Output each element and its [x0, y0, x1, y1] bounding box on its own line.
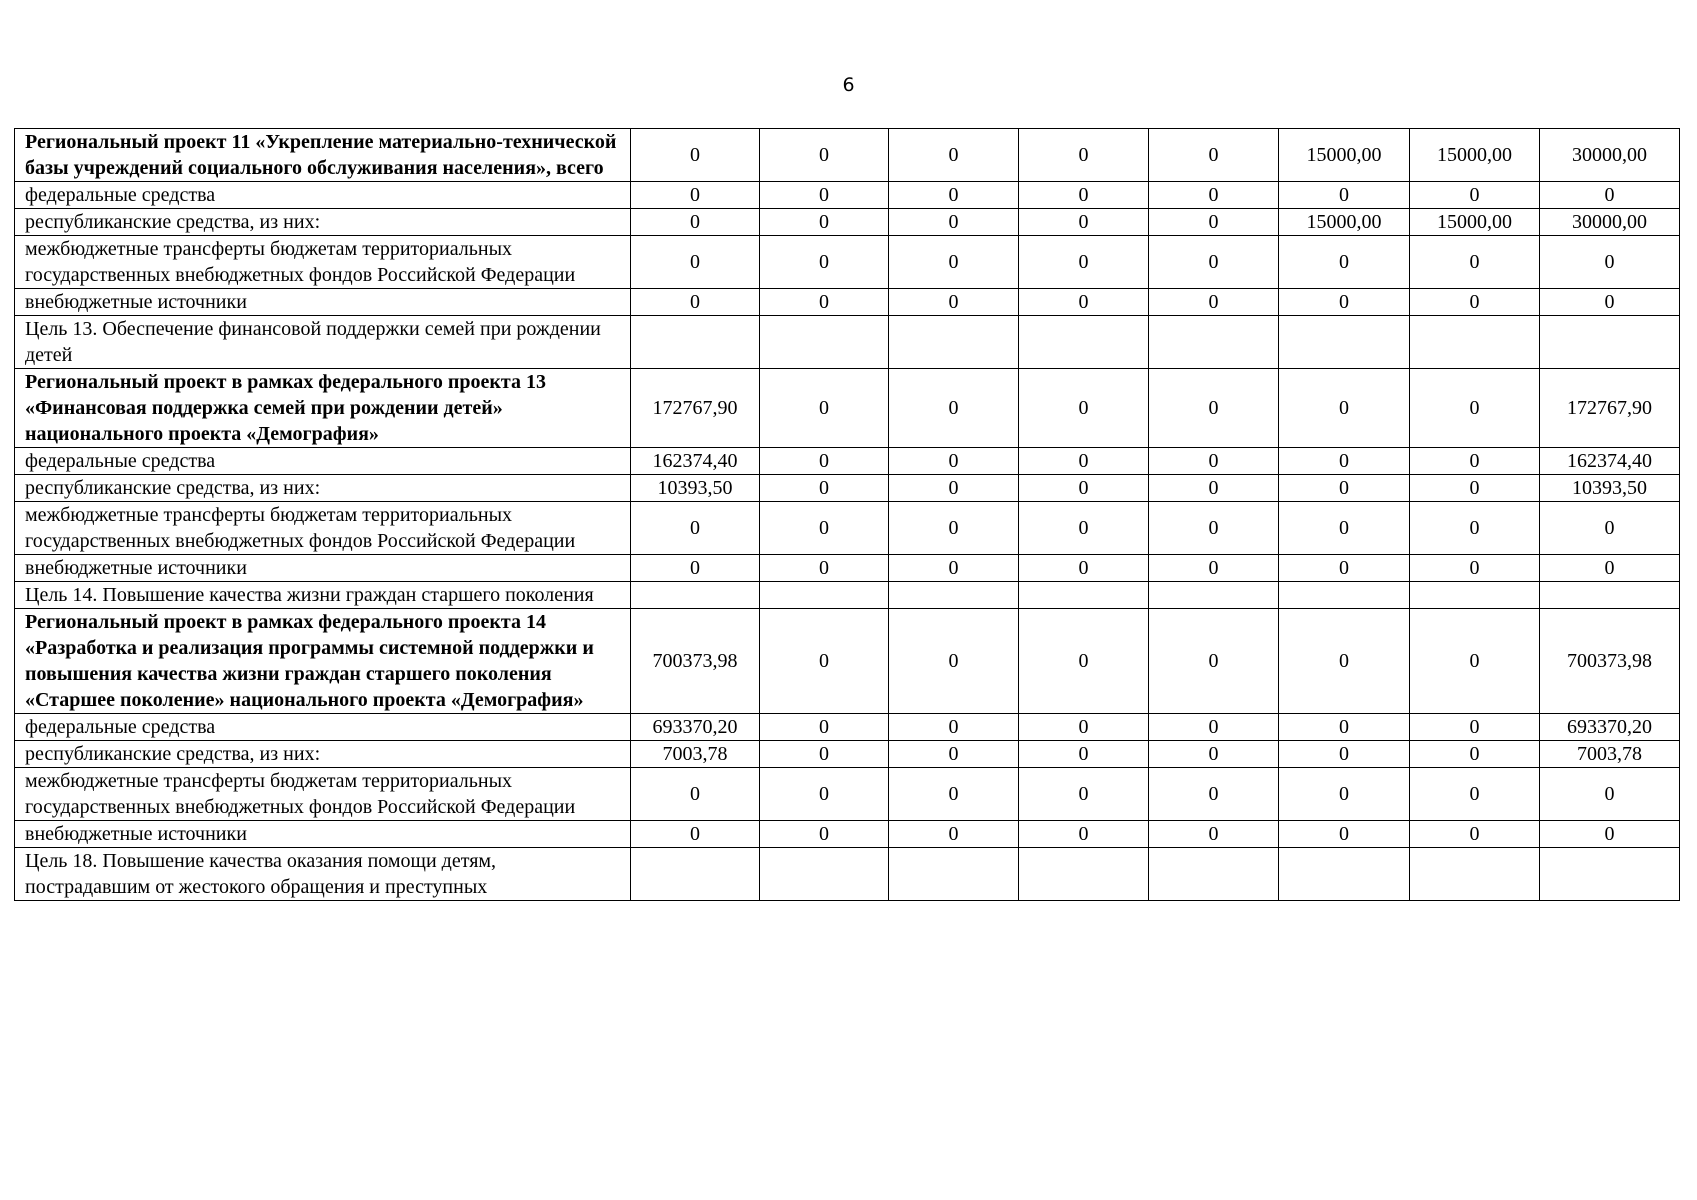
- row-label: федеральные средства: [15, 182, 631, 209]
- amount-col-5: 0: [1149, 289, 1279, 316]
- amount-col-2: 0: [760, 369, 889, 448]
- total-col: 693370,20: [1540, 714, 1680, 741]
- amount-col-1: 693370,20: [631, 714, 760, 741]
- amount-col-7: 0: [1410, 555, 1540, 582]
- amount-col-3: 0: [889, 741, 1019, 768]
- amount-col-2: 0: [760, 609, 889, 714]
- table-row: [15, 316, 1680, 369]
- total-col: 0: [1540, 182, 1680, 209]
- total-col: [1540, 848, 1680, 901]
- amount-col-4: [1019, 582, 1149, 609]
- total-col: 0: [1540, 289, 1680, 316]
- total-col: [1540, 582, 1680, 609]
- amount-col-2: 0: [760, 209, 889, 236]
- row-label: Цель 18. Повышение качества оказания помощи детям, пострадавшим от жестокого обращения и преступных: [15, 848, 631, 901]
- amount-col-1: 0: [631, 236, 760, 289]
- amount-col-2: 0: [760, 289, 889, 316]
- amount-col-7: 0: [1410, 821, 1540, 848]
- row-label: Цель 14. Повышение качества жизни граждан старшего поколения: [15, 582, 631, 609]
- amount-col-1: [631, 848, 760, 901]
- table-row: [15, 502, 1680, 555]
- amount-col-7: 15000,00: [1410, 209, 1540, 236]
- total-col: 0: [1540, 821, 1680, 848]
- row-label: внебюджетные источники: [15, 555, 631, 582]
- amount-col-1: 172767,90: [631, 369, 760, 448]
- amount-col-2: 0: [760, 182, 889, 209]
- amount-col-3: 0: [889, 768, 1019, 821]
- total-col: 7003,78: [1540, 741, 1680, 768]
- amount-col-5: 0: [1149, 475, 1279, 502]
- total-col: 0: [1540, 768, 1680, 821]
- amount-col-7: 0: [1410, 448, 1540, 475]
- row-label: внебюджетные источники: [15, 821, 631, 848]
- amount-col-3: 0: [889, 369, 1019, 448]
- amount-col-5: 0: [1149, 209, 1279, 236]
- total-col: [1540, 316, 1680, 369]
- amount-col-3: 0: [889, 182, 1019, 209]
- amount-col-1: 0: [631, 502, 760, 555]
- total-col: 0: [1540, 236, 1680, 289]
- amount-col-1: 162374,40: [631, 448, 760, 475]
- amount-col-7: 0: [1410, 768, 1540, 821]
- row-label: республиканские средства, из них:: [15, 475, 631, 502]
- amount-col-6: 0: [1279, 821, 1410, 848]
- budget-table-body: [15, 129, 1680, 901]
- total-col: 0: [1540, 555, 1680, 582]
- table-row: [15, 609, 1680, 714]
- amount-col-7: 0: [1410, 289, 1540, 316]
- total-col: 30000,00: [1540, 129, 1680, 182]
- amount-col-7: 0: [1410, 369, 1540, 448]
- page-number: 6: [842, 74, 855, 96]
- row-label: Региональный проект в рамках федерального проекта 13 «Финансовая поддержка семей при рождении детей» национального проекта «Демография»: [15, 369, 631, 448]
- amount-col-7: 0: [1410, 236, 1540, 289]
- amount-col-5: 0: [1149, 609, 1279, 714]
- amount-col-7: 0: [1410, 714, 1540, 741]
- amount-col-2: 0: [760, 129, 889, 182]
- amount-col-1: 7003,78: [631, 741, 760, 768]
- amount-col-1: 0: [631, 289, 760, 316]
- amount-col-6: 15000,00: [1279, 129, 1410, 182]
- total-col: 700373,98: [1540, 609, 1680, 714]
- amount-col-3: [889, 582, 1019, 609]
- amount-col-4: 0: [1019, 475, 1149, 502]
- table-row: [15, 236, 1680, 289]
- amount-col-4: 0: [1019, 741, 1149, 768]
- amount-col-3: 0: [889, 448, 1019, 475]
- row-label: республиканские средства, из них:: [15, 209, 631, 236]
- amount-col-3: 0: [889, 129, 1019, 182]
- amount-col-7: 0: [1410, 475, 1540, 502]
- amount-col-4: 0: [1019, 502, 1149, 555]
- amount-col-5: 0: [1149, 555, 1279, 582]
- table-row: [15, 768, 1680, 821]
- amount-col-4: [1019, 848, 1149, 901]
- amount-col-4: 0: [1019, 714, 1149, 741]
- amount-col-1: 700373,98: [631, 609, 760, 714]
- row-label: республиканские средства, из них:: [15, 741, 631, 768]
- amount-col-6: 0: [1279, 609, 1410, 714]
- amount-col-4: [1019, 316, 1149, 369]
- amount-col-4: 0: [1019, 129, 1149, 182]
- row-label: федеральные средства: [15, 448, 631, 475]
- amount-col-7: 0: [1410, 741, 1540, 768]
- amount-col-5: 0: [1149, 768, 1279, 821]
- amount-col-2: [760, 582, 889, 609]
- amount-col-4: 0: [1019, 289, 1149, 316]
- amount-col-5: 0: [1149, 714, 1279, 741]
- row-label: внебюджетные источники: [15, 289, 631, 316]
- amount-col-5: 0: [1149, 448, 1279, 475]
- total-col: 30000,00: [1540, 209, 1680, 236]
- table-row: [15, 289, 1680, 316]
- amount-col-7: 0: [1410, 182, 1540, 209]
- amount-col-4: 0: [1019, 448, 1149, 475]
- amount-col-5: [1149, 848, 1279, 901]
- amount-col-6: 0: [1279, 741, 1410, 768]
- table-row: [15, 555, 1680, 582]
- amount-col-4: 0: [1019, 555, 1149, 582]
- amount-col-5: [1149, 316, 1279, 369]
- amount-col-6: 15000,00: [1279, 209, 1410, 236]
- budget-table: [14, 128, 1680, 901]
- amount-col-6: [1279, 848, 1410, 901]
- amount-col-4: 0: [1019, 369, 1149, 448]
- row-label: межбюджетные трансферты бюджетам территориальных государственных внебюджетных фондов Российской Федерации: [15, 502, 631, 555]
- amount-col-3: 0: [889, 609, 1019, 714]
- amount-col-3: 0: [889, 209, 1019, 236]
- amount-col-5: [1149, 582, 1279, 609]
- amount-col-7: 0: [1410, 502, 1540, 555]
- amount-col-6: 0: [1279, 502, 1410, 555]
- total-col: 162374,40: [1540, 448, 1680, 475]
- total-col: 0: [1540, 502, 1680, 555]
- amount-col-1: [631, 582, 760, 609]
- row-label: федеральные средства: [15, 714, 631, 741]
- amount-col-4: 0: [1019, 821, 1149, 848]
- amount-col-6: 0: [1279, 475, 1410, 502]
- amount-col-2: 0: [760, 475, 889, 502]
- amount-col-7: [1410, 316, 1540, 369]
- amount-col-2: [760, 848, 889, 901]
- amount-col-4: 0: [1019, 768, 1149, 821]
- amount-col-6: 0: [1279, 448, 1410, 475]
- amount-col-1: [631, 316, 760, 369]
- amount-col-7: [1410, 848, 1540, 901]
- amount-col-2: 0: [760, 448, 889, 475]
- amount-col-3: 0: [889, 502, 1019, 555]
- table-row: [15, 448, 1680, 475]
- amount-col-6: 0: [1279, 182, 1410, 209]
- row-label: межбюджетные трансферты бюджетам территориальных государственных внебюджетных фондов Российской Федерации: [15, 768, 631, 821]
- amount-col-5: 0: [1149, 502, 1279, 555]
- amount-col-3: 0: [889, 555, 1019, 582]
- table-row: [15, 209, 1680, 236]
- amount-col-7: 15000,00: [1410, 129, 1540, 182]
- amount-col-5: 0: [1149, 182, 1279, 209]
- amount-col-2: 0: [760, 768, 889, 821]
- table-row: [15, 129, 1680, 182]
- amount-col-3: 0: [889, 236, 1019, 289]
- amount-col-4: 0: [1019, 609, 1149, 714]
- total-col: 172767,90: [1540, 369, 1680, 448]
- row-label: Цель 13. Обеспечение финансовой поддержки семей при рождении детей: [15, 316, 631, 369]
- amount-col-6: 0: [1279, 369, 1410, 448]
- amount-col-6: [1279, 582, 1410, 609]
- amount-col-6: 0: [1279, 555, 1410, 582]
- amount-col-6: 0: [1279, 289, 1410, 316]
- table-row: [15, 821, 1680, 848]
- amount-col-2: [760, 316, 889, 369]
- amount-col-2: 0: [760, 502, 889, 555]
- amount-col-2: 0: [760, 714, 889, 741]
- amount-col-1: 0: [631, 209, 760, 236]
- amount-col-3: [889, 848, 1019, 901]
- amount-col-5: 0: [1149, 821, 1279, 848]
- amount-col-1: 10393,50: [631, 475, 760, 502]
- amount-col-3: [889, 316, 1019, 369]
- amount-col-2: 0: [760, 555, 889, 582]
- amount-col-2: 0: [760, 236, 889, 289]
- amount-col-6: [1279, 316, 1410, 369]
- amount-col-7: 0: [1410, 609, 1540, 714]
- amount-col-1: 0: [631, 768, 760, 821]
- amount-col-5: 0: [1149, 369, 1279, 448]
- table-row: [15, 741, 1680, 768]
- amount-col-6: 0: [1279, 236, 1410, 289]
- table-row: [15, 582, 1680, 609]
- amount-col-6: 0: [1279, 714, 1410, 741]
- amount-col-7: [1410, 582, 1540, 609]
- amount-col-5: 0: [1149, 741, 1279, 768]
- amount-col-3: 0: [889, 714, 1019, 741]
- amount-col-3: 0: [889, 821, 1019, 848]
- amount-col-1: 0: [631, 821, 760, 848]
- amount-col-5: 0: [1149, 236, 1279, 289]
- amount-col-4: 0: [1019, 209, 1149, 236]
- amount-col-3: 0: [889, 289, 1019, 316]
- table-row: [15, 369, 1680, 448]
- amount-col-3: 0: [889, 475, 1019, 502]
- amount-col-1: 0: [631, 555, 760, 582]
- amount-col-2: 0: [760, 741, 889, 768]
- amount-col-5: 0: [1149, 129, 1279, 182]
- table-row: [15, 182, 1680, 209]
- row-label: Региональный проект 11 «Укрепление материально-технической базы учреждений социального обслуживания населения», всего: [15, 129, 631, 182]
- amount-col-1: 0: [631, 182, 760, 209]
- amount-col-4: 0: [1019, 236, 1149, 289]
- amount-col-2: 0: [760, 821, 889, 848]
- table-row: [15, 714, 1680, 741]
- amount-col-4: 0: [1019, 182, 1149, 209]
- row-label: Региональный проект в рамках федерального проекта 14 «Разработка и реализация программы системной поддержки и повышения качества жизни граждан старшего поколения «Старшее поколение» национального проекта «Демография»: [15, 609, 631, 714]
- amount-col-1: 0: [631, 129, 760, 182]
- amount-col-6: 0: [1279, 768, 1410, 821]
- table-row: [15, 848, 1680, 901]
- table-row: [15, 475, 1680, 502]
- total-col: 10393,50: [1540, 475, 1680, 502]
- row-label: межбюджетные трансферты бюджетам территориальных государственных внебюджетных фондов Российской Федерации: [15, 236, 631, 289]
